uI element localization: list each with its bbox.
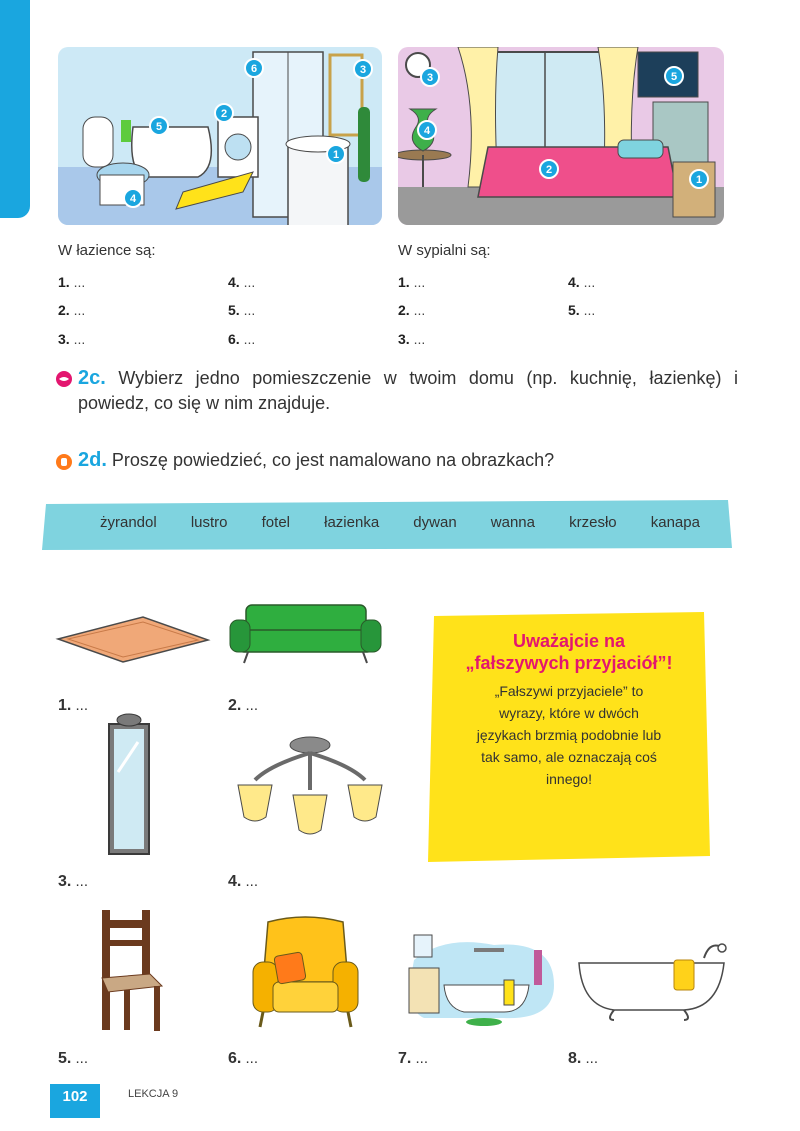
item-7-label[interactable]: 7. ... (398, 1050, 429, 1067)
word-2: lustro (190, 514, 228, 531)
word-3: fotel (261, 514, 290, 531)
item-4-label[interactable]: 4. ... (228, 873, 259, 890)
page-number: 102 (50, 1084, 100, 1118)
note-line-5: innego! (546, 771, 592, 787)
marker-bathroom-4 (124, 189, 142, 207)
marker-bathroom-5 (150, 117, 168, 135)
bathroom-answer-5[interactable]: 5. ... (228, 302, 256, 318)
svg-text:3: 3 (359, 64, 367, 76)
item-5-label[interactable]: 5. ... (58, 1050, 89, 1067)
svg-text:1: 1 (695, 174, 703, 186)
armchair-picture (248, 912, 363, 1035)
note-line-2: wyrazy, które w dwóch (499, 705, 639, 721)
lesson-label: LEKCJA 9 (128, 1088, 179, 1100)
exercise-2d-text: Proszę powiedzieć, co jest namalowano na obrazkach? (111, 450, 555, 470)
bathroom-heading: W łazience są: (58, 242, 156, 259)
item-6-label[interactable]: 6. ... (228, 1050, 259, 1067)
exercise-2c-text: Wybierz jedno pomieszczenie w twoim domu (np. kuchnię, łazienkę) i powiedz, co się w nim znajduje. (78, 368, 738, 413)
marker-bedroom-4 (418, 121, 436, 139)
marker-bedroom-3 (421, 68, 439, 86)
bedroom-answer-1[interactable]: 1. ... (398, 274, 426, 290)
chair-picture (96, 908, 166, 1038)
note-line-4: tak samo, ale oznaczają coś (481, 749, 657, 765)
note-line-1: „Fałszywi przyjaciele” to (494, 683, 644, 699)
svg-text:6: 6 (250, 63, 258, 75)
chandelier-picture (230, 735, 390, 855)
rug-picture (48, 612, 218, 672)
marker-bedroom-1 (690, 170, 708, 188)
item-3-label[interactable]: 3. ... (58, 873, 89, 890)
exercise-2d (78, 448, 738, 473)
exercise-2c-number: 2c. (78, 367, 106, 389)
side-tab (0, 0, 30, 218)
false-friends-note (428, 612, 710, 862)
marker-bedroom-2 (540, 160, 558, 178)
exercise-2c (78, 366, 738, 416)
word-bank (100, 514, 700, 531)
hand-icon (55, 453, 73, 476)
word-8: kanapa (650, 514, 700, 531)
bathroom-answer-2[interactable]: 2. ... (58, 302, 86, 318)
bedroom-heading: W sypialni są: (398, 242, 491, 259)
item-1-label[interactable]: 1. ... (58, 697, 89, 714)
svg-text:2: 2 (545, 164, 553, 176)
marker-bathroom-2 (215, 104, 233, 122)
marker-bedroom-5 (665, 67, 683, 85)
exercise-2d-number: 2d. (78, 449, 107, 471)
word-7: krzesło (569, 514, 617, 531)
bathroom-markers (58, 47, 382, 225)
bathroom-answer-3[interactable]: 3. ... (58, 331, 86, 347)
word-1: żyrandol (100, 514, 157, 531)
marker-bathroom-1 (327, 145, 345, 163)
bathtub-picture (574, 938, 734, 1028)
svg-text:4: 4 (423, 125, 431, 137)
note-title-line1: Uważajcie na (512, 631, 626, 651)
item-2-label[interactable]: 2. ... (228, 697, 259, 714)
item-8-label[interactable]: 8. ... (568, 1050, 599, 1067)
mirror-picture (104, 712, 154, 862)
word-4: łazienka (324, 514, 380, 531)
note-title-line2: „fałszywych przyjaciół”! (465, 653, 673, 673)
note-line-3: językach brzmią podobnie lub (476, 727, 662, 743)
svg-text:1: 1 (332, 149, 340, 161)
bathroom-answer-6[interactable]: 6. ... (228, 331, 256, 347)
bedroom-markers (398, 47, 724, 225)
bedroom-answer-4[interactable]: 4. ... (568, 274, 596, 290)
sofa-picture (228, 600, 383, 670)
svg-text:5: 5 (155, 121, 163, 133)
bathroom-answer-4[interactable]: 4. ... (228, 274, 256, 290)
svg-text:3: 3 (426, 72, 434, 84)
marker-bathroom-6 (245, 59, 263, 77)
svg-text:2: 2 (220, 108, 228, 120)
speaking-icon (55, 370, 73, 393)
bedroom-answer-3[interactable]: 3. ... (398, 331, 426, 347)
marker-bathroom-3 (354, 60, 372, 78)
bathroom-answer-1[interactable]: 1. ... (58, 274, 86, 290)
bathroom-scene-picture (404, 930, 559, 1035)
word-6: wanna (490, 514, 535, 531)
bedroom-answer-5[interactable]: 5. ... (568, 302, 596, 318)
bedroom-answer-2[interactable]: 2. ... (398, 302, 426, 318)
svg-text:4: 4 (129, 193, 137, 205)
svg-text:5: 5 (670, 71, 678, 83)
word-5: dywan (413, 514, 457, 531)
